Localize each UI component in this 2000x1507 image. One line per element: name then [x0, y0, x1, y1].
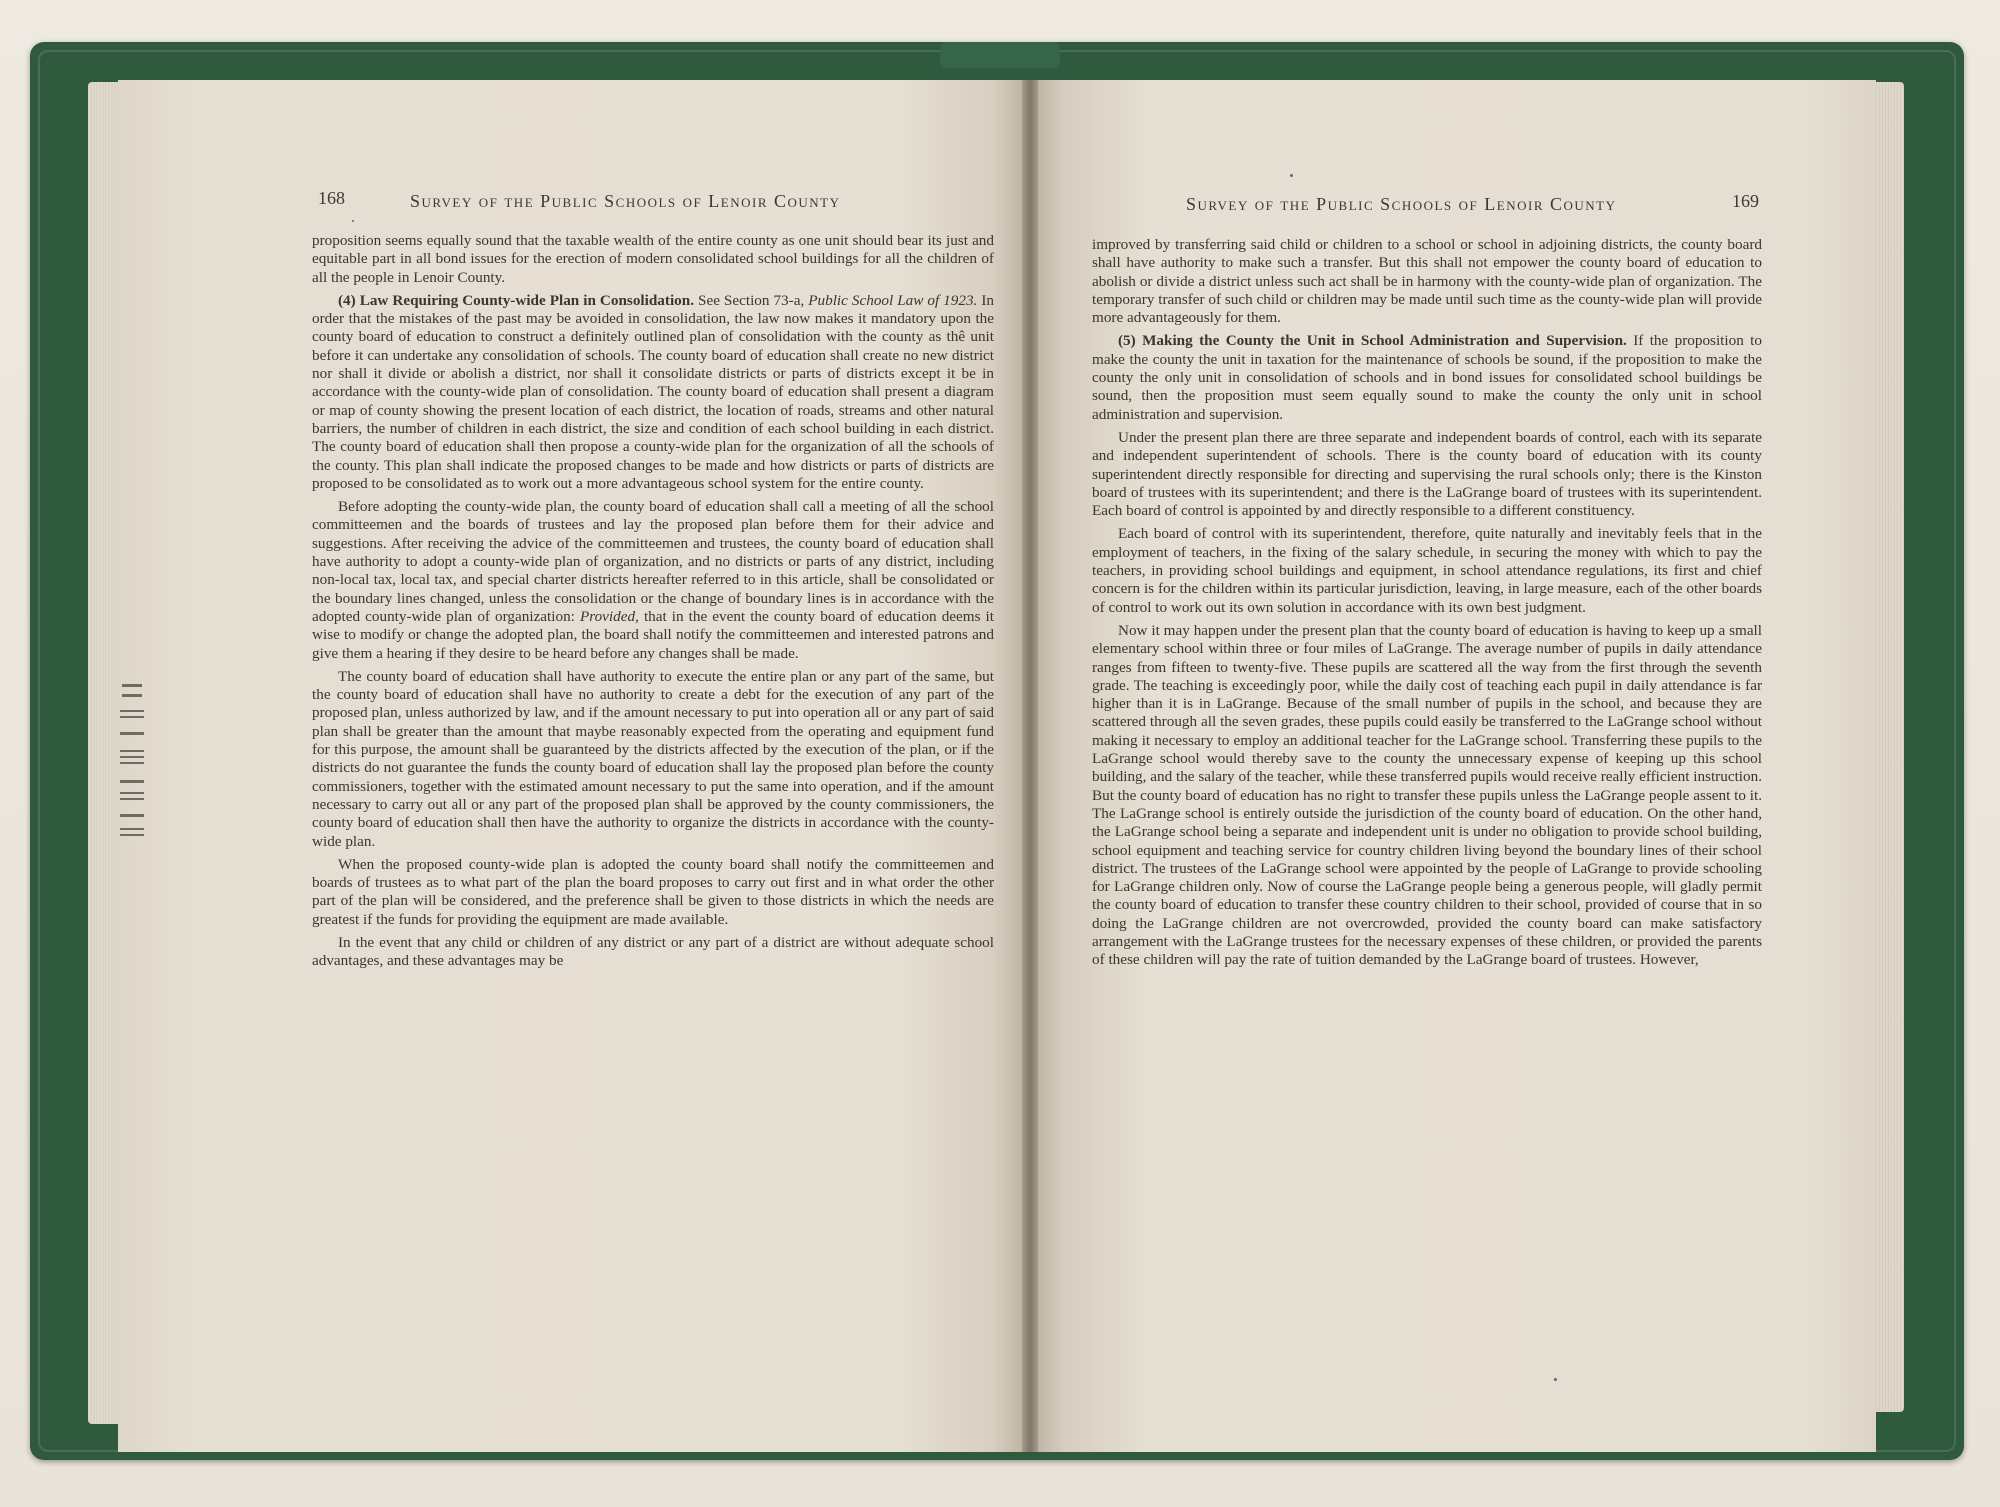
- right-paragraph-5: Now it may happen under the present plan that the county board of education is having to keep up a small elementary school within three or four miles of LaGrange. The average number of pupils in daily attendance ranges from fifteen to twenty-five. These pupils are scattered all the way from the first through the seventh grade. The teaching is exceedingly poor, while the daily cost of teaching each pupil in daily attendance is far higher than it is in LaGrange. Because of the small number of pupils in the school, and because they are scattered through all the seven grades, these pupils could easily be transferred to the LaGrange school without making it necessary to employ an additional teacher for the LaGrange school. Transferring these pupils to the LaGrange school would thereby save to the county the unnecessary expense of keeping up this school building, and the salary of the teacher, while these transferred pupils would receive really efficient instruction. But the county board of education has no right to transfer these pupils unless the LaGrange people assent to it. The LaGrange school is entirely outside the jurisdiction of the county board of education. On the other hand, the LaGrange school being a separate and independent unit is under no obligation to provide school building, school equipment and teaching service for country children living beyond the boundary lines of their school district. The trustees of the LaGrange school were appointed by the people of LaGrange to provide schooling for LaGrange children only. Now of course the LaGrange people being a generous people, will gladly permit the county board of education to transfer these country children to their school, provided of course that in so doing the LaGrange children are not overcrowded, provided the county board can make satisfactory arrangement with the LaGrange trustees for the necessary expenses of these children, or provided the parents of these children will pay the rate of tuition demanded by the LaGrange board of trustees. However,: [1092, 621, 1762, 969]
- book-gutter: [1022, 80, 1038, 1452]
- scan-speck: [1290, 174, 1293, 177]
- left-paragraph-4: The county board of education shall have authority to execute the entire plan or any part of the same, but the county board of education shall have no authority to create a debt for the execution of any part of the proposed plan, unless authorized by law, and if the amount necessary to put into operation all or any part of said plan shall be greater than the amount that maybe reasonably expected from the operating and equipment fund for this purpose, the amount shall be guaranteed by the districts affected by the execution of the plan, or if the districts do not guarantee the funds the county board of education shall lay the proposed plan before the county commissioners, together with the estimated amount necessary to put the same into operation, and if the amount necessary to carry out all or any part of the proposed plan shall be approved by the county commissioners, the county board of education shall then have the authority to organize the districts in accordance with the county-wide plan.: [312, 667, 994, 850]
- section-4-heading: (4) Law Requiring County-wide Plan in Consolidation.: [338, 291, 695, 309]
- left-paragraph-5: When the proposed county-wide plan is adopted the county board shall notify the committeemen and boards of trustees as to what part of the plan the board proposes to carry out first and in what order the other part of the plan will be considered, and the preference shall be given to those districts in which the needs are greatest if the funds for providing the equipment are made available.: [312, 855, 994, 928]
- left-paragraph-1: proposition seems equally sound that the taxable wealth of the entire county as one unit should bear its just and equitable part in all bond issues for the erection of modern consolidated school buildings for all the children of all the people in Lenoir County.: [312, 232, 994, 286]
- right-paragraph-1: improved by transferring said child or children to a school or school in adjoining districts, the county board shall have authority to make such a transfer. But this shall not empower the county board of education to abolish or divide a district unless such act shall be in harmony with the county-wide plan of organization. The temporary transfer of such child or children may be made until such time as the county-wide plan will provide more advantageously for them.: [1092, 236, 1762, 327]
- library-stamp-icon: [108, 680, 158, 850]
- left-page-body: [312, 232, 994, 976]
- left-paragraph-3: Before adopting the county-wide plan, the county board of education shall call a meeting of all the school committeemen and the boards of trustees and lay the proposed plan before them for their advice and suggestions. After receiving the advice of the committeemen and trustees, the county board of education shall have authority to adopt a county-wide plan of organization, and no districts or parts of any district, including non-local tax, local tax, and special charter districts hereafter referred to in this article, shall be consolidated or the boundary lines changed, unless the consolidation or the change of boundary lines is in accordance with the adopted county-wide plan of organization: Provided, that in the event the county board of education deems it wise to modify or change the adopted plan, the board shall notify the committeemen and interested patrons and give them a hearing if they desire to be heard before any changes shall be made.: [312, 498, 994, 662]
- right-running-head-text: Survey of the Public Schools of Lenoir County: [1186, 194, 1617, 214]
- scan-speck: [352, 220, 354, 222]
- left-running-head-text: Survey of the Public Schools of Lenoir County: [410, 191, 841, 211]
- right-paragraph-2: (5) Making the County the Unit in School Administration and Supervision. If the proposition to make the county the unit in taxation for the maintenance of schools be sound, if the proposition to make the county the only unit in consolidation of schools and in bond issues for consolidated school buildings be sound, then the proposition must seem equally sound to make the county the only unit in school administration and supervision.: [1092, 332, 1762, 423]
- right-page-number: 169: [1732, 191, 1759, 211]
- left-paragraph-2: (4) Law Requiring County-wide Plan in Consolidation. See Section 73-a, Public School Law of 1923. In order that the mistakes of the past may be avoided in consolidation, the law now makes it mandatory upon the county board of education to construct a definitely outlined plan of consolidation with the county as thê unit before it can undertake any consolidation of schools. The county board of education shall create no new district nor shall it divide or abolish a district, nor shall it consolidate districts or parts of districts except it be in accordance with the county-wide plan of consolidation. The county board of education shall present a diagram or map of county showing the present location of each district, the location of roads, streams and other natural barriers, the number of children in each district, the size and condition of each school building in each district. The county board of education shall then propose a county-wide plan for the organization of all the schools of the county. This plan shall indicate the proposed changes to be made and how districts or parts of districts are proposed to be consolidated as to work out a more advantageous school system for the entire county.: [312, 291, 995, 492]
- right-paragraph-3: Under the present plan there are three separate and independent boards of control, each with its separate and independent superintendent of schools. There is the county board of education with its county superintendent directly responsible for directing and supervising the rural schools only; there is the Kinston board of trustees with its superintendent; and there is the LaGrange board of trustees with its superintendent. Each board of control is appointed by and directly responsible to a different constituency.: [1092, 428, 1762, 520]
- spine-cap: [940, 42, 1060, 68]
- right-running-head: [1186, 194, 1617, 215]
- section-5-heading: (5) Making the County the Unit in School Administration and Supervision.: [1118, 332, 1627, 350]
- scan-speck: [1554, 1378, 1557, 1381]
- left-paragraph-6: In the event that any child or children of any district or any part of a district are without adequate school advantages, and these advantages may be: [312, 933, 994, 970]
- public-school-law-citation: Public School Law of 1923.: [808, 291, 978, 309]
- provided-clause: Provided,: [579, 607, 639, 625]
- left-running-head: [410, 191, 841, 212]
- right-page-body: [1092, 236, 1762, 975]
- left-page-number: 168: [318, 188, 345, 208]
- right-paragraph-4: Each board of control with its superintendent, therefore, quite naturally and inevitably feels that in the employment of teachers, in the fixing of the salary schedule, in securing the money with which to pay the teachers, in providing school buildings and equipment, in school attendance regulations, its first and chief concern is for the children within its particular jurisdiction, leaving, in large measure, each of the other boards of control to work out its own solution in accordance with its own best judgment.: [1092, 525, 1762, 616]
